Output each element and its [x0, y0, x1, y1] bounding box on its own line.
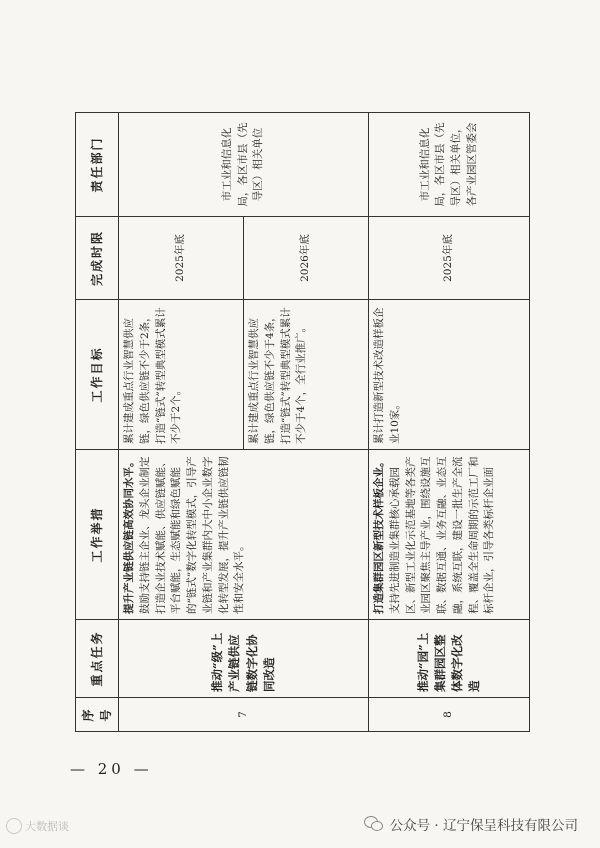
row-no: 8 [369, 698, 530, 732]
watermark-logo-icon [6, 818, 22, 834]
header-goal: 工作目标 [76, 300, 119, 450]
left-watermark [6, 818, 69, 834]
wechat-label: 公众号 · 辽宁保呈科技有限公司 [389, 818, 578, 834]
row-deadline: 2025年底 [369, 217, 530, 300]
row-task: 推动“级”上产业链供应链数字化协同改造 [119, 620, 369, 698]
row-dept: 市工业和信息化局，各区市县（先导区）相关单位，各产业园区管委会 [369, 113, 530, 217]
wechat-icon [364, 816, 384, 832]
page-number: — 20 — [70, 760, 153, 778]
header-task: 重点任务 [76, 620, 119, 698]
row-goal: 累计建成重点行业智慧供应链，绿色供应链不少于4条，打造“链式”转型典型模式累计不少于4个，全行业推广。 [244, 300, 369, 450]
measures-lead: 打造集群园区新型技术样板企业。 [373, 456, 385, 614]
table-header-row [76, 113, 119, 732]
header-deadline: 完成时限 [76, 217, 119, 300]
rotated-table-container [75, 113, 530, 732]
measures-body: 支持先进制造业集群核心承载园区、新型工业化示范基地等各类产业园区聚焦主导产业，围绕设施互联、数据互通、业务互融、业态互融，系统互联，建设一批生产全流程、覆盖全生命周期的示范工厂和标杆企业，引导各类标杆企业面 [388, 456, 496, 614]
row-goal: 累计建成重点行业智慧供应链，绿色供应链不少于2条，打造“链式”转型典型模式累计不少于2个。 [119, 300, 244, 450]
row-task: 推动“园”上集群园区整体数字化改造 [369, 620, 530, 698]
row-dept: 市工业和信息化局，各区市县（先导区）相关单位 [119, 113, 369, 217]
measures-lead: 提升产业链供应链高效协同水平。 [123, 456, 135, 614]
footer [0, 808, 600, 848]
row-no: 7 [119, 698, 369, 732]
row-deadline: 2025年底 [119, 217, 244, 300]
wechat-watermark[interactable] [364, 814, 578, 834]
measures-body: 鼓励支持链主企业、龙头企业制定打造企业技术赋能、供应链赋能、平台赋能，生态赋能和绿色赋能的“链式”数字化转型模式，引导产业链和产业集群内大中小企业数字化转型发展，提升产业链供应链韧性和安全水平。 [138, 456, 246, 614]
header-dept: 责任部门 [76, 113, 119, 217]
header-measures: 工作举措 [76, 450, 119, 620]
header-no: 序号 [76, 698, 119, 732]
left-watermark-text: 大数据谈 [25, 820, 69, 833]
row-measures [119, 450, 369, 620]
row-measures [369, 450, 530, 620]
row-deadline: 2026年底 [244, 217, 369, 300]
row-goal: 累计打造新型技术改造样板企业10家。 [369, 300, 530, 450]
task-table [75, 112, 530, 732]
table-row [369, 113, 530, 732]
table-row [119, 113, 244, 732]
